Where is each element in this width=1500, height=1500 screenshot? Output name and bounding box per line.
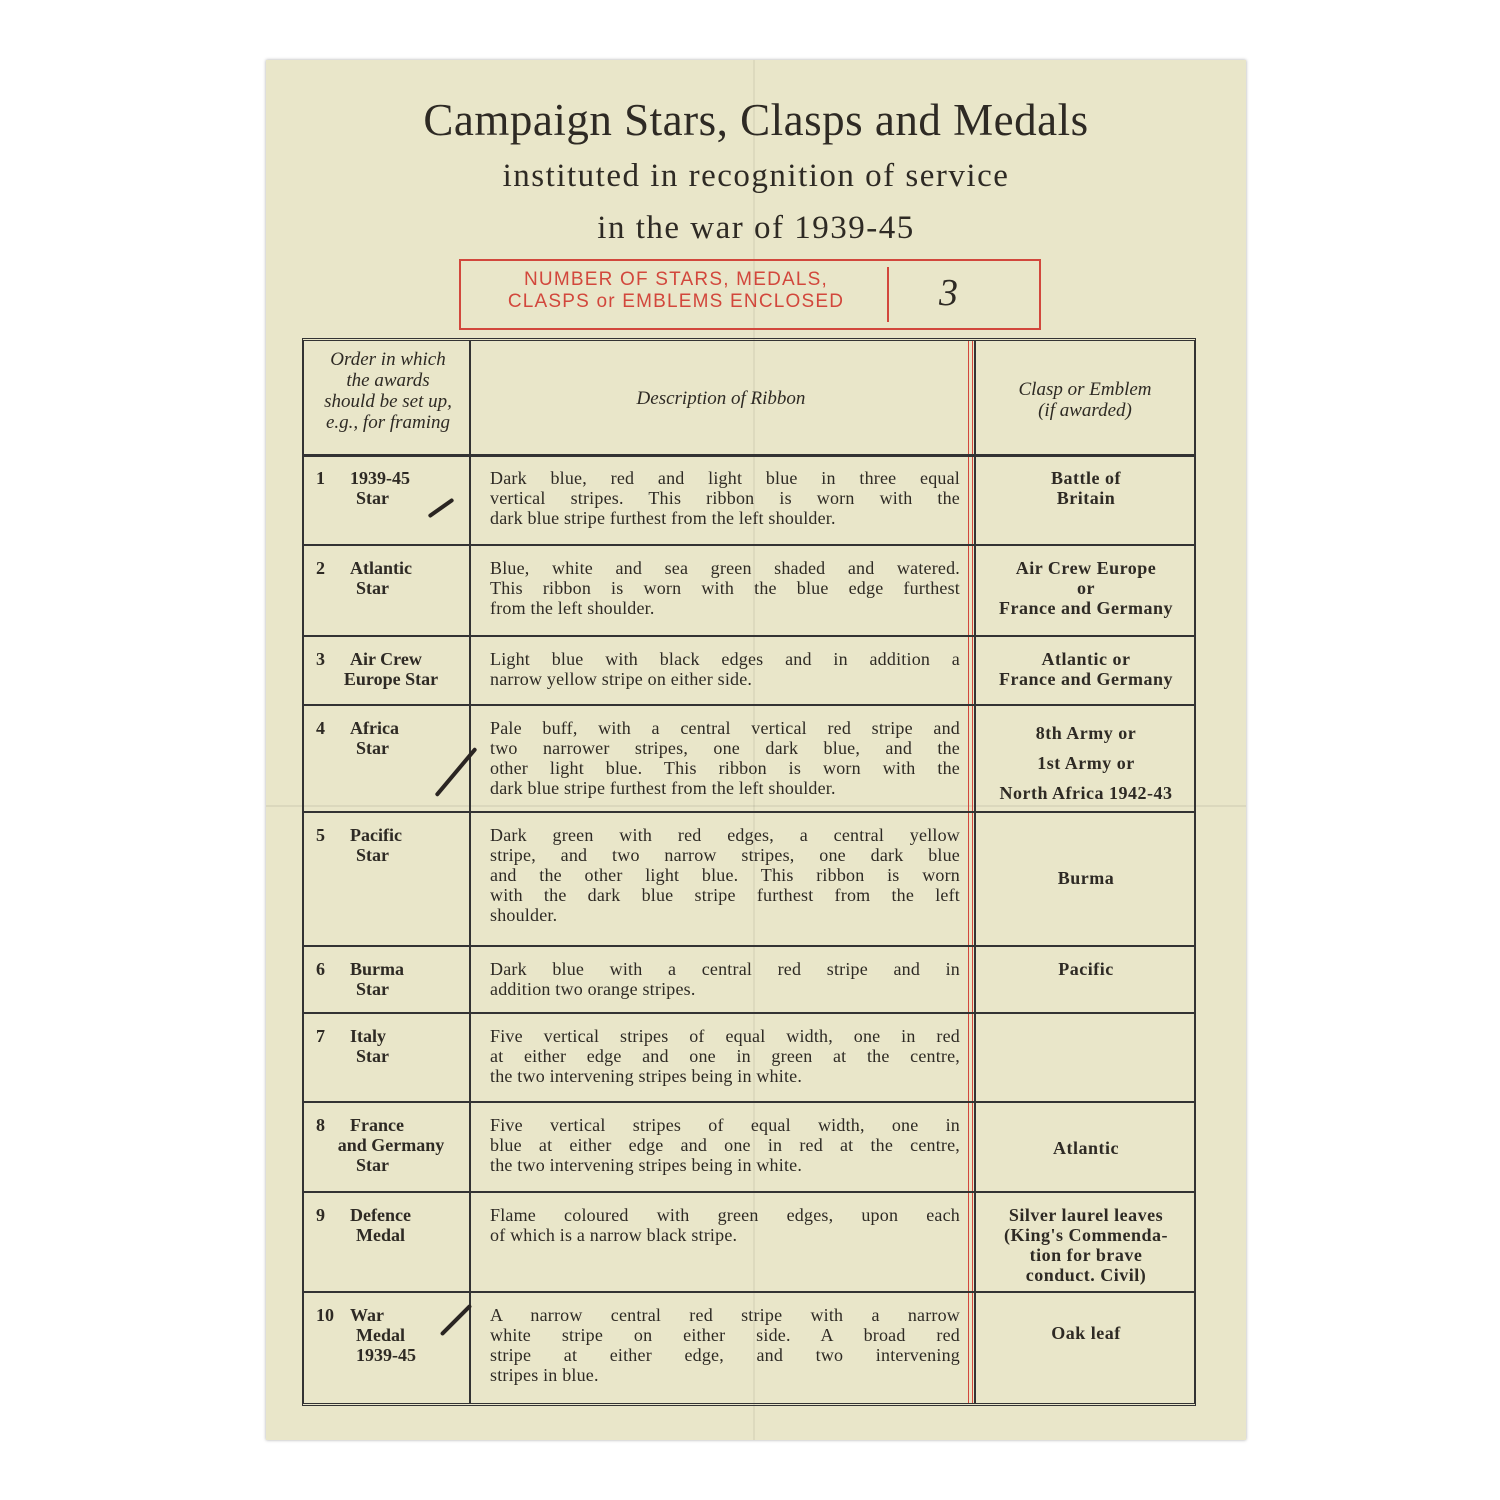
- clasp-emblem-line: 1st Army or: [1037, 753, 1135, 773]
- award-number: 6: [316, 959, 325, 979]
- award-name-line: Medal: [356, 1325, 405, 1345]
- ribbon-description-line: the two intervening stripes being in white.: [490, 1155, 803, 1175]
- header-description: Description of Ribbon: [636, 388, 806, 409]
- ribbon-description-line: at either edge and one in green at the centre,: [490, 1046, 960, 1066]
- column-divider: [974, 341, 976, 1403]
- ribbon-description-line: with the dark blue stripe furthest from the left: [490, 885, 960, 905]
- clasp-emblem-line: Air Crew Europe: [1015, 558, 1157, 578]
- ribbon-description-line: Light blue with black edges and in addition a: [490, 649, 960, 669]
- award-name-line1: France: [350, 1115, 404, 1135]
- award-name-line: [316, 1205, 466, 1225]
- row-separator: [304, 1012, 1194, 1014]
- ribbon-description: [490, 825, 960, 925]
- clasp-emblem: [980, 649, 1192, 689]
- header-order: Order in which the awards should be set up, e.g., for framing: [324, 349, 452, 433]
- red-rule: [968, 341, 969, 1403]
- clasp-emblem-line: Oak leaf: [1051, 1323, 1121, 1343]
- clasp-emblem-line: North Africa 1942-43: [999, 783, 1173, 803]
- clasp-emblem-line: Pacific: [1058, 959, 1114, 979]
- clasp-emblem-line: tion for brave: [1029, 1245, 1143, 1265]
- ribbon-description-line: addition two orange stripes.: [490, 979, 696, 999]
- clasp-emblem: [980, 1323, 1192, 1343]
- enclosed-count-value: 3: [939, 272, 958, 314]
- ribbon-description-line: other light blue. This ribbon is worn with the: [490, 758, 960, 778]
- ribbon-description-line: the two intervening stripes being in white.: [490, 1066, 803, 1086]
- award-name: [316, 1026, 466, 1066]
- award-name-line: Star: [356, 1046, 389, 1066]
- ribbon-description: [490, 558, 960, 618]
- clasp-emblem-line: France and Germany: [999, 598, 1173, 618]
- ribbon-description-line: Five vertical stripes of equal width, one in: [490, 1115, 960, 1135]
- award-name-line: Europe Star: [343, 669, 439, 689]
- clasp-emblem-line: or: [1077, 578, 1095, 598]
- ribbon-description-line: narrow yellow stripe on either side.: [490, 669, 753, 689]
- ribbon-description-line: dark blue stripe furthest from the left shoulder.: [490, 508, 836, 528]
- award-name-line: Star: [356, 578, 389, 598]
- award-number: 7: [316, 1026, 325, 1046]
- award-name-line1: Pacific: [350, 825, 402, 845]
- row-separator: [304, 544, 1194, 546]
- award-name-line1: Defence: [350, 1205, 411, 1225]
- clasp-emblem: [980, 868, 1192, 888]
- clasp-emblem: [980, 468, 1192, 508]
- award-name-line1: Burma: [350, 959, 404, 979]
- award-name-line: [316, 468, 466, 488]
- award-name: [316, 649, 466, 689]
- ribbon-description-line: of which is a narrow black stripe.: [490, 1225, 738, 1245]
- awards-table: [302, 338, 1196, 1406]
- award-number: 5: [316, 825, 325, 845]
- header-clasp: Clasp or Emblem (if awarded): [1018, 379, 1152, 421]
- ribbon-description: [490, 1305, 960, 1385]
- clasp-emblem-line: Burma: [1057, 868, 1115, 888]
- award-number: 10: [316, 1305, 334, 1325]
- clasp-emblem-line: Battle of: [1051, 468, 1121, 488]
- award-name-line: Star: [356, 1155, 389, 1175]
- award-name-line: [316, 718, 466, 738]
- award-name: [316, 468, 466, 508]
- document-subtitle-line2: in the war of 1939-45: [597, 210, 915, 246]
- award-number: 2: [316, 558, 325, 578]
- award-number: 1: [316, 468, 325, 488]
- clasp-emblem-line: 8th Army or: [1035, 723, 1137, 743]
- enclosed-count-label: NUMBER OF STARS, MEDALS, CLASPS or EMBLEMS ENCLOSED: [507, 269, 845, 312]
- clasp-emblem-line: Atlantic: [1053, 1138, 1119, 1158]
- ribbon-description-line: Dark blue, red and light blue in three equal: [490, 468, 960, 488]
- award-name-line: Medal: [356, 1225, 405, 1245]
- ribbon-description-line: Five vertical stripes of equal width, one in red: [490, 1026, 960, 1046]
- ribbon-description-line: Dark blue with a central red stripe and in: [490, 959, 960, 979]
- ribbon-description: [490, 718, 960, 798]
- ribbon-description-line: two narrower stripes, one dark blue, and the: [490, 738, 960, 758]
- row-separator: [304, 1191, 1194, 1193]
- ribbon-description-line: stripe at either edge, and two intervening: [490, 1345, 960, 1365]
- award-name-line: [316, 1115, 466, 1135]
- document-subtitle-line1: instituted in recognition of service: [502, 158, 1010, 194]
- clasp-emblem-line: France and Germany: [999, 669, 1173, 689]
- clasp-emblem-line: Britain: [1056, 488, 1116, 508]
- award-name-line1: Atlantic: [350, 558, 412, 578]
- award-name-line1: 1939-45: [350, 468, 410, 488]
- award-name-line1: Italy: [350, 1026, 386, 1046]
- ribbon-description-line: dark blue stripe furthest from the left shoulder.: [490, 778, 836, 798]
- ribbon-description-line: from the left shoulder.: [490, 598, 655, 618]
- ribbon-description: [490, 1115, 960, 1175]
- clasp-emblem-line: Atlantic or: [1041, 649, 1131, 669]
- award-name-line: [316, 649, 466, 669]
- award-name-line: Star: [356, 738, 389, 758]
- award-name-line: [316, 825, 466, 845]
- row-separator: [304, 811, 1194, 813]
- ribbon-description: [490, 649, 960, 689]
- clasp-emblem-line: Silver laurel leaves: [1008, 1205, 1164, 1225]
- award-name-line: [316, 558, 466, 578]
- row-separator: [304, 454, 1194, 457]
- ribbon-description-line: white stripe on either side. A broad red: [490, 1325, 960, 1345]
- row-separator: [304, 945, 1194, 947]
- ribbon-description: [490, 1026, 960, 1086]
- award-name: [316, 1205, 466, 1245]
- award-name-line: Star: [356, 979, 389, 999]
- ribbon-description-line: blue at either edge and one in red at the centre,: [490, 1135, 960, 1155]
- award-name-line1: Air Crew: [350, 649, 422, 669]
- ribbon-description-line: vertical stripes. This ribbon is worn with the: [490, 488, 960, 508]
- award-name-line: 1939-45: [356, 1345, 416, 1365]
- row-separator: [304, 635, 1194, 637]
- award-name: [316, 718, 466, 758]
- award-name-line: [316, 959, 466, 979]
- clasp-emblem: [980, 1138, 1192, 1158]
- ribbon-description: [490, 468, 960, 528]
- award-name: [316, 558, 466, 598]
- award-number: 9: [316, 1205, 325, 1225]
- ribbon-description-line: A narrow central red stripe with a narrow: [490, 1305, 960, 1325]
- award-number: 4: [316, 718, 325, 738]
- enclosed-count-box: [459, 259, 1041, 330]
- award-name-line1: Africa: [350, 718, 399, 738]
- row-separator: [304, 704, 1194, 706]
- ribbon-description-line: This ribbon is worn with the blue edge furthest: [490, 578, 960, 598]
- row-separator: [304, 1291, 1194, 1293]
- ribbon-description-line: Dark green with red edges, a central yellow: [490, 825, 960, 845]
- ribbon-description: [490, 1205, 960, 1245]
- ribbon-description-line: Pale buff, with a central vertical red stripe and: [490, 718, 960, 738]
- certificate-sheet: [266, 60, 1246, 1440]
- ribbon-description: [490, 959, 960, 999]
- clasp-emblem: [980, 1205, 1192, 1285]
- award-name-line1: War: [350, 1305, 384, 1325]
- ribbon-description-line: stripe, and two narrow stripes, one dark blue: [490, 845, 960, 865]
- award-number: 8: [316, 1115, 325, 1135]
- ribbon-description-line: shoulder.: [490, 905, 558, 925]
- award-name-line: and Germany: [337, 1135, 445, 1155]
- row-separator: [304, 1101, 1194, 1103]
- count-divider: [887, 267, 889, 322]
- ribbon-description-line: Flame coloured with green edges, upon each: [490, 1205, 960, 1225]
- ribbon-description-line: and the other light blue. This ribbon is worn: [490, 865, 960, 885]
- clasp-emblem: [980, 558, 1192, 618]
- clasp-emblem: [980, 718, 1192, 808]
- ribbon-description-line: stripes in blue.: [490, 1365, 599, 1385]
- red-rule: [972, 341, 973, 1403]
- award-name-line: Star: [356, 845, 389, 865]
- award-name-line: [316, 1305, 466, 1325]
- award-number: 3: [316, 649, 325, 669]
- clasp-emblem: [980, 959, 1192, 979]
- award-name: [316, 825, 466, 865]
- award-name-line: [316, 1026, 466, 1046]
- ribbon-description-line: Blue, white and sea green shaded and watered.: [490, 558, 960, 578]
- clasp-emblem-line: conduct. Civil): [1025, 1265, 1147, 1285]
- clasp-emblem-line: (King's Commenda-: [1003, 1225, 1168, 1245]
- award-name-line: Star: [356, 488, 389, 508]
- award-name: [316, 959, 466, 999]
- document-title: Campaign Stars, Clasps and Medals: [423, 95, 1089, 145]
- award-name: [316, 1115, 466, 1175]
